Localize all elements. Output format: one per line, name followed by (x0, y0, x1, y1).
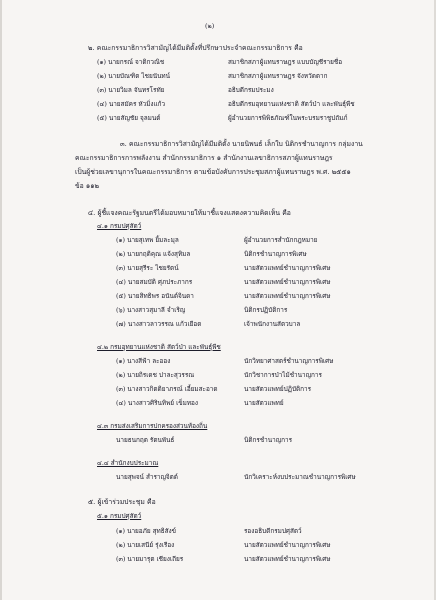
sec2-role: สมาชิกสภาผู้แทนราษฎร จังหวัดตาก (228, 72, 328, 80)
sec4-role: นิติกรชำนาญการพิเศษ (244, 250, 307, 258)
sec4-role: นักวิเคราะห์งบประมาณชำนาญการพิเศษ (244, 473, 356, 481)
scan-edge-left (0, 0, 2, 600)
sec3-line: ข้อ ๑๑๒ (75, 182, 99, 190)
sec4-name: (๕) นายสิทธิพร อนันต์จินดา (116, 292, 194, 300)
sec2-heading: ๒. คณะกรรมาธิการวิสามัญได้มีมติตั้งที่ปรึกษาประจำคณะกรรมาธิการ คือ (88, 44, 303, 52)
sec4-name: (๓) นางสาวกิตติยาภรณ์ เอี้ยมสะอาด (116, 385, 218, 393)
sec4-group-title: ๔.๒ กรมอุทยานแห่งชาติ สัตว์ป่า และพันธุ์พืช (97, 343, 221, 351)
sec4-role: นายสัตวแพทย์ชำนาญการพิเศษ (244, 264, 331, 272)
sec4-role: นักวิชาการป่าไม้ชำนาญการ (244, 371, 322, 379)
sec4-role: นายสัตวแพทย์ชำนาญการพิเศษ (244, 278, 331, 286)
sec5-name: (๑) นายอภัย สุทธิสังข์ (116, 527, 177, 535)
sec4-group-title: ๔.๔ สำนักงบประมาณ (97, 459, 159, 467)
sec4-role: นายสัตวแพทย์ชำนาญการพิเศษ (244, 292, 331, 300)
sec2-role: อธิบดีกรมอุทยานแห่งชาติ สัตว์ป่า และพันธุ์พืช (228, 100, 355, 108)
sec4-role: นิติกรปฏิบัติการ (244, 306, 288, 314)
sec4-role: นายสัตวแพทย์ปฏิบัติการ (244, 385, 312, 393)
sec5-name: (๒) นายเสนีย์ รุ่งเรือง (116, 541, 175, 549)
page-number: (๒) (205, 22, 215, 30)
sec4-name: (๖) นางสาวสุมาลี จำเริญ (116, 306, 186, 314)
sec4-role: นายสัตวแพทย์ (244, 399, 284, 407)
sec4-role: เจ้าพนักงานสัตวบาล (244, 320, 301, 328)
sec2-role: ผู้อำนวยการพิพิธภัณฑ์ในพระบรมราชูปถัมภ์ (228, 114, 348, 122)
sec2-name: (๔) นายสมัคร หัวมิ่งแก้ว (97, 100, 166, 108)
sec2-role: อธิบดีกรมประมง (228, 86, 274, 94)
sec4-name: (๒) นายถิรเดช ปาละสุวรรณ (116, 371, 195, 379)
sec4-name: (๔) นายสมบัติ ศุภประภากร (116, 278, 193, 286)
sec5-heading: ๕. ผู้เข้าร่วมประชุม คือ (88, 498, 156, 506)
sec4-name: (๑) นายสุเทพ ยิ้มละมุล (116, 236, 179, 244)
sec5-group-title: ๕.๑ กรมปศุสัตว์ (97, 512, 142, 520)
sec4-name: นายธนกฤต รัตนพันธ์ (116, 436, 175, 444)
sec2-name: (๒) นายบัณฑิต ไชยนันทน์ (97, 72, 171, 80)
sec2-name: (๑) นายกรณ์ จาติกวณิช (97, 58, 165, 66)
sec2-name: (๕) นายสัญชัย จุลมนต์ (97, 114, 161, 122)
sec5-name: (๓) นายมารุต เชียงเถียร (116, 555, 184, 563)
sec4-group-title: ๔.๑ กรมปศุสัตว์ (97, 222, 142, 230)
sec2-name: (๓) นายวิมล จันทรโรทัย (97, 86, 165, 94)
sec4-role: นักวิทยาศาสตร์ชำนาญการพิเศษ (244, 357, 334, 365)
sec4-role: นิติกรชำนาญการ (244, 436, 293, 444)
sec5-role: นายสัตวแพทย์ชำนาญการพิเศษ (244, 541, 331, 549)
sec3-line: คณะกรรมาธิการการพลังงาน สำนักกรรมาธิการ ๑ สำนักงานเลขาธิการสภาผู้แทนราษฎร (75, 154, 333, 162)
sec4-name: (๒) นายกฤติคุณ แจ้งสุทิมล (116, 250, 191, 258)
sec4-name: (๔) นางสาวศิรินทิพย์ เข็มทอง (116, 399, 199, 407)
sec3-line: เป็นผู้ช่วยเลขานุการในคณะกรรมาธิการ ตามข้อบังคับการประชุมสภาผู้แทนราษฎร พ.ศ. ๒๕๕๑ (75, 168, 351, 176)
sec4-heading: ๔. ผู้ชี้แจงคณะรัฐมนตรีได้มอบหมายให้มาชี้แจงแสดงความคิดเห็น คือ (88, 209, 291, 217)
sec4-name: (๓) นายสุรีระ ไชยรัตน์ (116, 264, 179, 272)
sec5-role: รองอธิบดีกรมปศุสัตว์ (244, 527, 302, 535)
sec4-role: ผู้อำนวยการสำนักกฎหมาย (244, 236, 318, 244)
sec2-role: สมาชิกสภาผู้แทนราษฎร แบบบัญชีรายชื่อ (228, 58, 343, 66)
sec3-line: ๓. คณะกรรมาธิการวิสามัญได้มีมติตั้ง นายนิพนธ์ เล็กใบ นิติกรชำนาญการ กลุ่มงาน (120, 140, 363, 148)
sec4-name: (๗) นางสาวลาวรรณ แก้วเยือด (116, 320, 202, 328)
sec5-role: นายสัตวแพทย์ชำนาญการพิเศษ (244, 555, 331, 563)
sec4-group-title: ๔.๓ กรมส่งเสริมการปกครองส่วนท้องถิ่น (97, 422, 208, 430)
sec4-name: นายสุพจน์ สำราญจิตต์ (116, 473, 178, 481)
sec4-name: (๑) นางสีฟ้า ละออง (116, 357, 171, 365)
